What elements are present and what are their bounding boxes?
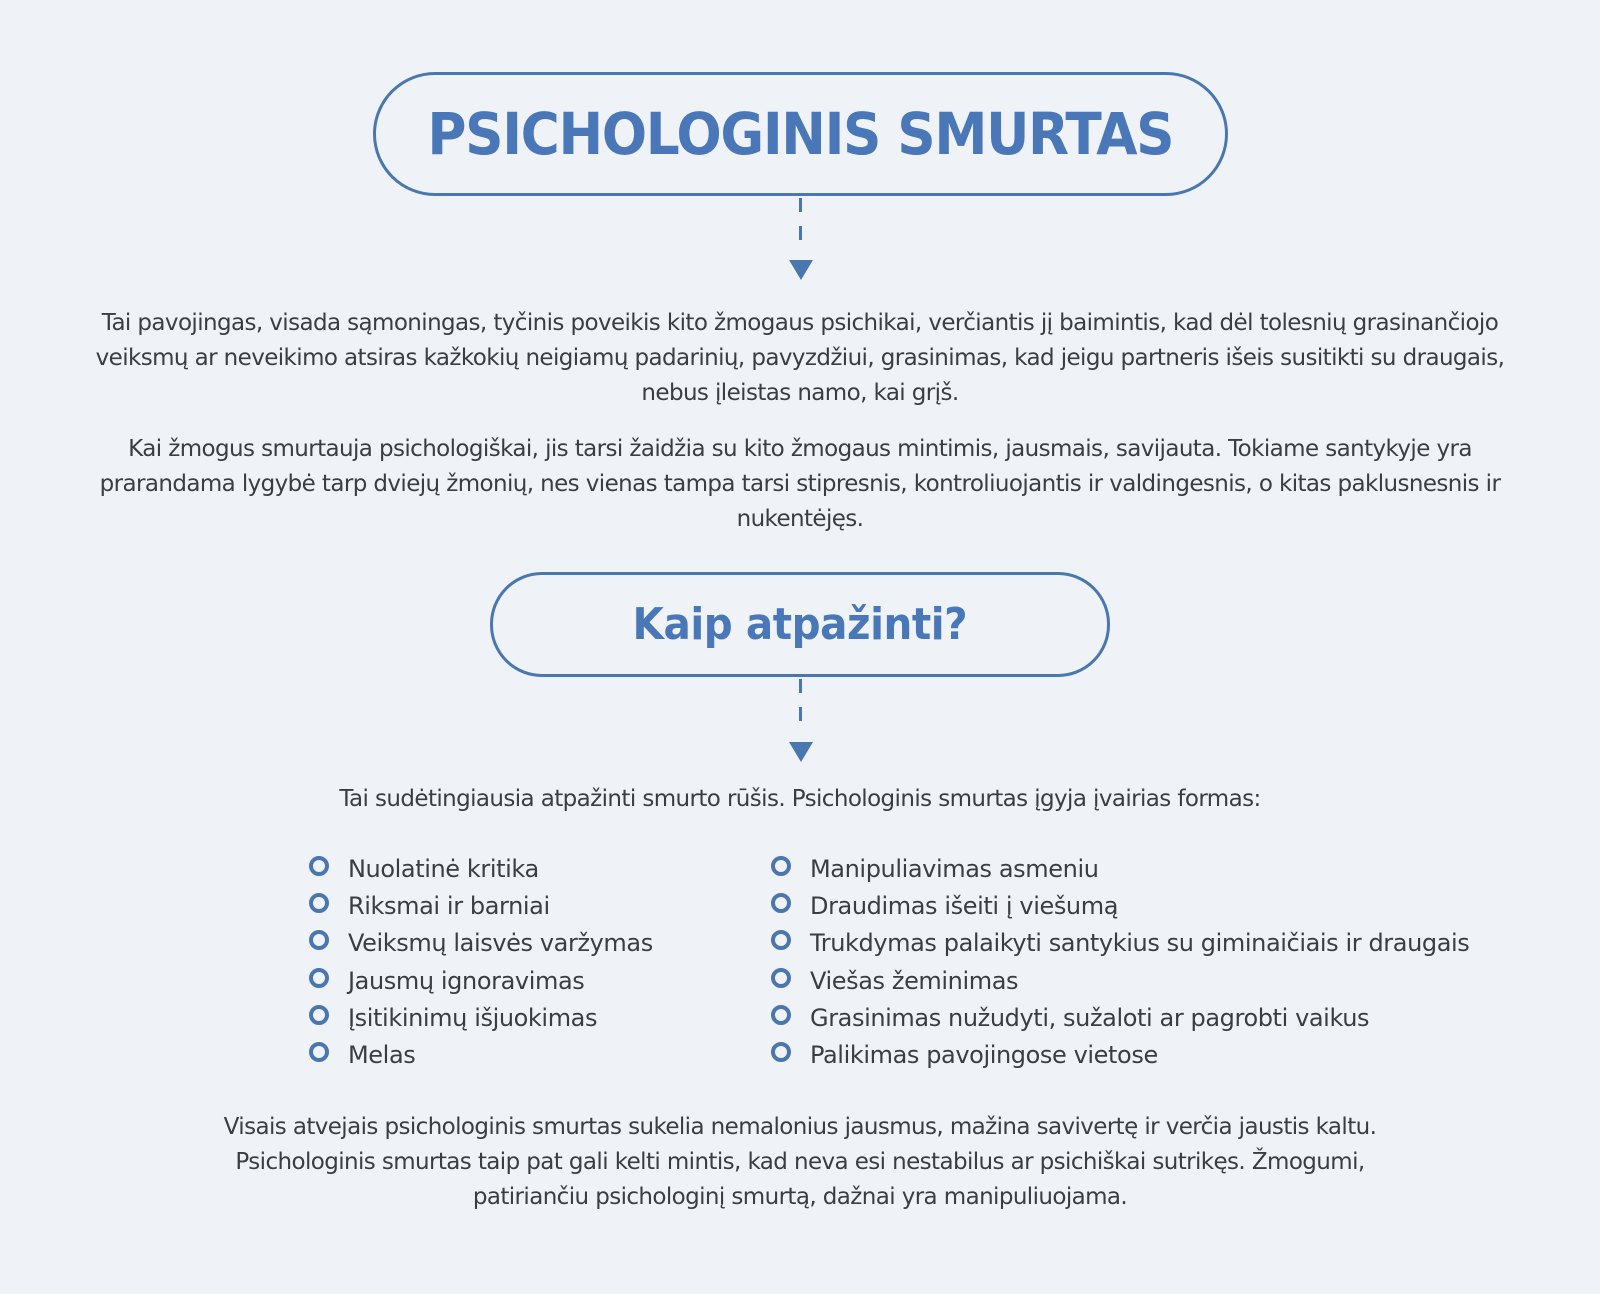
intro-paragraph-2: Kai žmogus smurtauja psichologiškai, jis tarsi žaidžia su kito žmogaus mintimis, jausmais, savijauta. Tokiame santykyje yra prarandama lygybė tarp dviejų žmonių, nes vienas tampa tarsi stipresnis, kontroliuojantis ir valdingesnis, o kitas paklusnesnis ir nukentėjęs.	[99, 436, 1501, 532]
list-item: Trukdymas palaikyti santykius su giminaičiais ir draugais	[771, 925, 1469, 962]
list-item: Grasinimas nužudyti, sužaloti ar pagrobti vaikus	[771, 999, 1469, 1036]
ring-bullet-icon	[771, 968, 791, 988]
list-item: Nuolatinė kritika	[309, 850, 653, 887]
recognize-heading: Kaip atpažinti?	[632, 599, 968, 650]
forms-list-left	[309, 850, 653, 1074]
ring-bullet-icon	[771, 1005, 791, 1025]
list-item: Palikimas pavojingose vietose	[771, 1036, 1469, 1073]
list-item: Viešas žeminimas	[771, 962, 1469, 999]
recognize-lead: Tai sudėtingiausia atpažinti smurto rūšis. Psichologinis smurtas įgyja įvairias formas:	[339, 786, 1261, 812]
ring-bullet-icon	[309, 968, 329, 988]
ring-bullet-icon	[309, 893, 329, 913]
list-item: Melas	[309, 1036, 653, 1073]
dashed-connector	[799, 679, 802, 725]
ring-bullet-icon	[309, 856, 329, 876]
ring-bullet-icon	[309, 930, 329, 950]
list-item: Riksmai ir barniai	[309, 887, 653, 924]
list-item: Manipuliavimas asmeniu	[771, 850, 1469, 887]
dashed-connector	[799, 198, 802, 244]
ring-bullet-icon	[309, 1005, 329, 1025]
arrow-down-icon	[789, 260, 813, 280]
arrow-down-icon	[789, 742, 813, 762]
list-item: Jausmų ignoravimas	[309, 962, 653, 999]
ring-bullet-icon	[309, 1042, 329, 1062]
conclusion-paragraph: Visais atvejais psichologinis smurtas sukelia nemalonius jausmus, mažina savivertę ir verčia jaustis kaltu. Psichologinis smurtas taip pat gali kelti mintis, kad neva esi nestabilus ar psichiškai sutrikęs. Žmogumi, patiriančiu psichologinį smurtą, dažnai yra manipuliuojama.	[223, 1114, 1377, 1210]
page-title: PSICHOLOGINIS SMURTAS	[427, 100, 1174, 168]
intro-paragraph-1: Tai pavojingas, visada sąmoningas, tyčinis poveikis kito žmogaus psichikai, verčiantis jį baimintis, kad dėl tolesnių grasinančiojo veiksmų ar neveikimo atsiras kažkokių neigiamų padarinių, pavyzdžiui, grasinimas, kad jeigu partneris išeis susitikti su draugais, nebus įleistas namo, kai grįš.	[95, 310, 1505, 406]
ring-bullet-icon	[771, 1042, 791, 1062]
title-pill	[373, 72, 1228, 196]
ring-bullet-icon	[771, 930, 791, 950]
ring-bullet-icon	[771, 893, 791, 913]
forms-list-right	[771, 850, 1469, 1074]
list-item: Draudimas išeiti į viešumą	[771, 887, 1469, 924]
ring-bullet-icon	[771, 856, 791, 876]
list-item: Veiksmų laisvės varžymas	[309, 925, 653, 962]
list-item: Įsitikinimų išjuokimas	[309, 999, 653, 1036]
recognize-heading-pill	[490, 572, 1110, 677]
